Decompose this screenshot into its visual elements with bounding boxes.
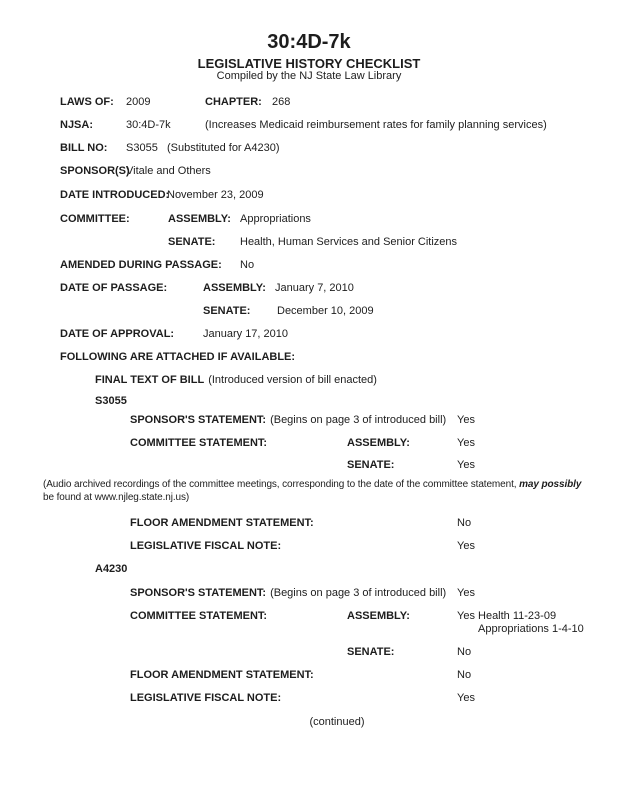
a4230-fiscal-note-value: Yes — [457, 692, 475, 704]
a4230-heading: A4230 — [95, 563, 128, 575]
date-introduced-value: November 23, 2009 — [167, 189, 264, 201]
a4230-senate-value: No — [457, 646, 472, 658]
a4230-senate-label: SENATE: — [347, 646, 395, 658]
njsa-value: 30:4D-7k — [126, 119, 171, 131]
audio-note-text: (Audio archived recordings of the committee meetings, corresponding to the date of the committee statement, — [43, 479, 520, 490]
date-of-approval-label: DATE OF APPROVAL: — [60, 328, 175, 340]
s3055-fiscal-note-label: LEGISLATIVE FISCAL NOTE: — [130, 540, 282, 552]
a4230-assembly-value-line1: Yes Health 11-23-09 — [457, 610, 557, 622]
s3055-floor-amendment-label: FLOOR AMENDMENT STATEMENT: — [130, 517, 314, 529]
audio-recordings-note — [43, 479, 603, 504]
a4230-floor-amendment-value: No — [457, 669, 472, 681]
a4230-sponsor-statement-line — [130, 587, 446, 600]
date-of-passage-label: DATE OF PASSAGE: — [60, 282, 168, 294]
following-attached-heading: FOLLOWING ARE ATTACHED IF AVAILABLE: — [60, 351, 296, 363]
passage-senate-label: SENATE: — [203, 305, 251, 317]
final-text-of-bill-line — [95, 374, 377, 387]
page-title: 30:4D-7k — [267, 31, 351, 53]
s3055-senate-value: Yes — [457, 459, 475, 471]
a4230-assembly-value-line2: Appropriations 1-4-10 — [478, 623, 584, 635]
committee-senate-value: Health, Human Services and Senior Citizens — [240, 236, 458, 248]
laws-of-label: LAWS OF: — [60, 96, 114, 108]
bill-no-note: (Substituted for A4230) — [167, 142, 280, 154]
doc-subtitle: LEGISLATIVE HISTORY CHECKLIST — [197, 56, 421, 71]
njsa-label: NJSA: — [60, 119, 94, 131]
s3055-senate-label: SENATE: — [347, 459, 395, 471]
s3055-sponsor-statement-desc: (Begins on page 3 of introduced bill) — [270, 414, 447, 426]
laws-of-value: 2009 — [126, 96, 151, 108]
s3055-sponsor-statement-line — [130, 414, 446, 427]
a4230-assembly-label: ASSEMBLY: — [347, 610, 410, 622]
s3055-sponsor-statement-label: SPONSOR'S STATEMENT: — [130, 414, 267, 426]
a4230-sponsor-statement-desc: (Begins on page 3 of introduced bill) — [270, 587, 447, 599]
bill-no-value: S3055 — [126, 142, 158, 154]
final-text-of-bill-desc: (Introduced version of bill enacted) — [208, 374, 377, 386]
s3055-assembly-label: ASSEMBLY: — [347, 437, 410, 449]
chapter-value: 268 — [272, 96, 291, 108]
final-text-of-bill-label: FINAL TEXT OF BILL — [95, 374, 205, 386]
bill-no-label: BILL NO: — [60, 142, 108, 154]
a4230-floor-amendment-label: FLOOR AMENDMENT STATEMENT: — [130, 669, 314, 681]
passage-assembly-label: ASSEMBLY: — [203, 282, 266, 294]
committee-assembly-label: ASSEMBLY: — [168, 213, 231, 225]
s3055-fiscal-note-value: Yes — [457, 540, 475, 552]
date-introduced-label: DATE INTRODUCED: — [60, 189, 170, 201]
s3055-sponsor-statement-value: Yes — [457, 414, 475, 426]
njsa-description: (Increases Medicaid reimbursement rates for family planning services) — [205, 119, 547, 131]
a4230-sponsor-statement-value: Yes — [457, 587, 475, 599]
continued-marker: (continued) — [309, 716, 365, 728]
a4230-fiscal-note-label: LEGISLATIVE FISCAL NOTE: — [130, 692, 282, 704]
s3055-committee-statement-label: COMMITTEE STATEMENT: — [130, 437, 268, 449]
sponsors-value: Vitale and Others — [126, 165, 211, 177]
sponsors-label: SPONSOR(S) — [60, 165, 130, 177]
audio-note-line2: be found at www.njleg.state.nj.us) — [43, 491, 190, 503]
compiled-by-line: Compiled by the NJ State Law Library — [216, 70, 402, 82]
a4230-sponsor-statement-label: SPONSOR'S STATEMENT: — [130, 587, 267, 599]
audio-note-emphasis: may possibly — [519, 479, 582, 490]
s3055-heading: S3055 — [95, 395, 127, 407]
date-of-approval-value: January 17, 2010 — [203, 328, 289, 340]
passage-assembly-value: January 7, 2010 — [275, 282, 354, 294]
amended-during-passage-label: AMENDED DURING PASSAGE: — [60, 259, 222, 271]
s3055-assembly-value: Yes — [457, 437, 475, 449]
amended-during-passage-value: No — [240, 259, 255, 271]
committee-assembly-value: Appropriations — [240, 213, 311, 225]
committee-label: COMMITTEE: — [60, 213, 130, 225]
a4230-committee-statement-label: COMMITTEE STATEMENT: — [130, 610, 268, 622]
chapter-label: CHAPTER: — [205, 96, 262, 108]
s3055-floor-amendment-value: No — [457, 517, 472, 529]
committee-senate-label: SENATE: — [168, 236, 216, 248]
passage-senate-value: December 10, 2009 — [277, 305, 374, 317]
